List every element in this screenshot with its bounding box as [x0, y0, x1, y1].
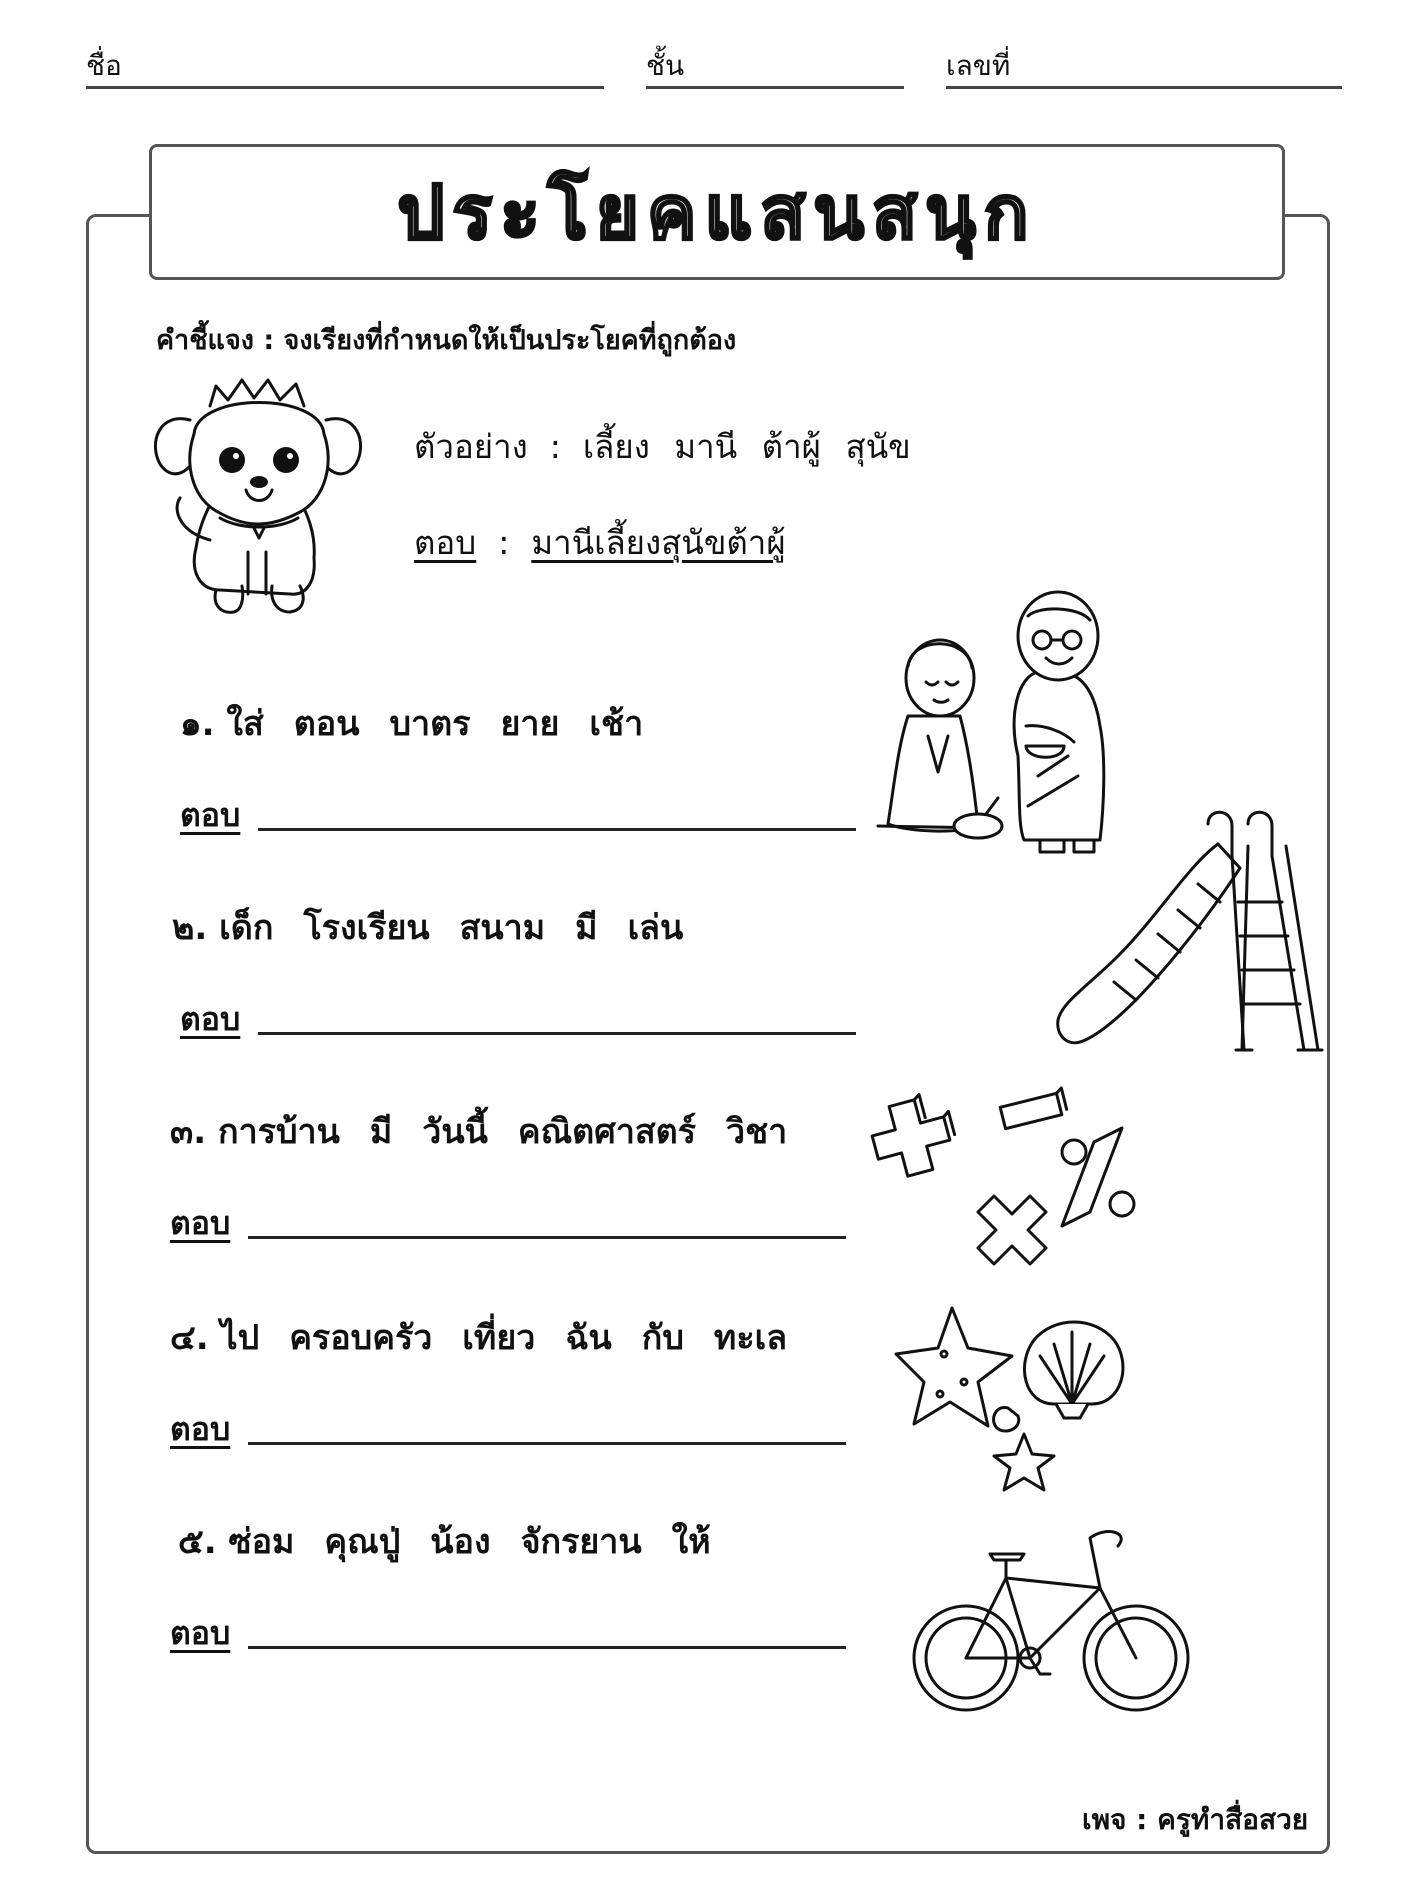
question-number: ๔.: [170, 1318, 209, 1358]
question-word: คุณปู่: [324, 1522, 401, 1562]
math-symbols-icon: [868, 1092, 1146, 1276]
question-word: โรงเรียน: [303, 908, 430, 948]
question-4: [170, 1310, 817, 1364]
class-field[interactable]: [646, 86, 904, 89]
answer-field-5[interactable]: [248, 1646, 846, 1649]
question-3: [170, 1104, 817, 1158]
question-word: มี: [575, 908, 598, 948]
example-answer-colon: :: [498, 523, 510, 562]
answer-field-1[interactable]: [258, 828, 856, 831]
question-word: น้อง: [430, 1522, 491, 1562]
answer-label: ตอบ: [170, 1204, 231, 1242]
footer-credit: เพจ : ครูทำสื่อสวย: [1082, 1803, 1309, 1836]
answer-label: ตอบ: [170, 1614, 231, 1652]
question-word: ใส่: [226, 704, 264, 744]
page-title: ประโยคแสนสนุก: [397, 170, 1037, 256]
question-number: ๒.: [172, 908, 208, 948]
example-label: ตัวอย่าง: [414, 427, 528, 466]
question-word: เที่ยว: [462, 1318, 536, 1358]
example-colon: :: [549, 427, 561, 466]
question-1: [180, 696, 673, 750]
question-2: [172, 900, 713, 954]
example-words: เลี้ยง มานี ต้าผู้ สุนัข: [582, 427, 911, 466]
question-word: ฉัน: [565, 1318, 612, 1358]
question-word: ยาย: [500, 704, 560, 744]
answer-label: ตอบ: [170, 1410, 231, 1448]
slide-icon: [1048, 806, 1338, 1060]
question-word: ทะเล: [713, 1318, 788, 1358]
question-number: ๕.: [178, 1522, 217, 1562]
name-field[interactable]: [86, 86, 604, 89]
question-word: กับ: [641, 1318, 684, 1358]
question-word: บาตร: [389, 704, 471, 744]
example-answer: มานีเลี้ยงสุนัขต้าผู้: [531, 523, 786, 562]
answer-label: ตอบ: [180, 796, 241, 834]
question-word: การบ้าน: [218, 1112, 340, 1152]
bicycle-icon: [910, 1528, 1196, 1716]
question-word: สนาม: [459, 908, 546, 948]
question-word: มี: [369, 1112, 393, 1152]
question-word: เช้า: [589, 704, 644, 744]
question-word: เล่น: [627, 908, 684, 948]
seashells-icon: [904, 1304, 1144, 1500]
title-box: [149, 144, 1285, 280]
instruction-text: คำชี้แจง : จงเรียงที่กำหนดให้เป็นประโยคที่ถูกต้อง: [156, 325, 737, 356]
question-word: วิชา: [726, 1112, 788, 1152]
question-word: วันนี้: [422, 1112, 488, 1152]
question-word: ซ่อม: [228, 1522, 295, 1562]
answer-field-2[interactable]: [258, 1032, 856, 1035]
question-word: เด็ก: [219, 908, 274, 948]
class-label: ชั้น: [646, 49, 685, 82]
question-word: ตอน: [293, 704, 360, 744]
question-word: ให้: [671, 1522, 711, 1562]
example-line: [414, 420, 911, 473]
example-answer-line: [414, 516, 786, 569]
dog-icon: [150, 372, 370, 632]
question-word: คณิตศาสตร์: [517, 1112, 697, 1152]
question-word: ครอบครัว: [289, 1318, 433, 1358]
question-word: ไป: [220, 1318, 260, 1358]
example-answer-label: ตอบ: [414, 523, 477, 562]
question-number: ๓.: [170, 1112, 207, 1152]
name-label: ชื่อ: [86, 49, 122, 82]
answer-label: ตอบ: [180, 1000, 241, 1038]
answer-field-3[interactable]: [248, 1236, 846, 1239]
number-label: เลขที่: [946, 49, 1011, 82]
question-number: ๑.: [180, 704, 215, 744]
number-field[interactable]: [946, 86, 1342, 89]
question-5: [178, 1514, 741, 1568]
answer-field-4[interactable]: [248, 1442, 846, 1445]
question-word: จักรยาน: [520, 1522, 642, 1562]
